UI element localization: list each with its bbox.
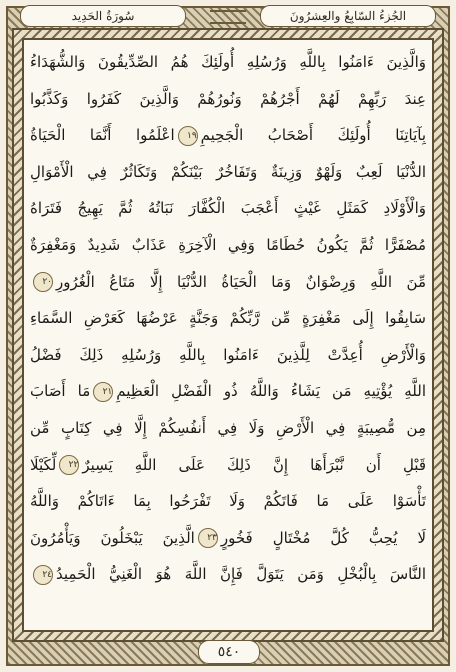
- verse-line: [30, 483, 426, 520]
- ayah-number-marker: ١٩: [178, 126, 198, 146]
- page-number: ٥٤٠: [198, 640, 260, 664]
- verse-line: [30, 447, 426, 484]
- verse-line: [30, 337, 426, 374]
- verse-line: [30, 520, 426, 557]
- page-header: [0, 0, 456, 30]
- verse-line: [30, 81, 426, 118]
- juz-name: الجُزءُ السّابِعُ والعِشرُونَ: [260, 5, 436, 27]
- verse-text-continuation: الَّذِينَ يَبْخَلُونَ وَيَأْمُرُونَ: [30, 528, 195, 547]
- verse-lines: [30, 44, 426, 593]
- ayah-number-marker: ٢٤: [33, 565, 53, 585]
- surah-name: سُورَةُ الحَدِيد: [20, 5, 186, 27]
- verse-line: [30, 556, 426, 593]
- verse-text: عِندَ رَبِّهِمْ لَهُمْ أَجْرُهُمْ وَنُورُهُمْ وَالَّذِينَ كَفَرُوا وَكَذَّبُوا: [30, 89, 426, 108]
- verse-text: سَابِقُوا إِلَى مَغْفِرَةٍ مِّن رَّبِّكُمْ وَجَنَّةٍ عَرْضُهَا كَعَرْضِ السَّمَاءِ: [30, 309, 426, 328]
- verse-line: [30, 373, 426, 410]
- verse-text: مُصْفَرًّا ثُمَّ يَكُونُ حُطَامًا وَفِي الْآخِرَةِ عَذَابٌ شَدِيدٌ وَمَغْفِرَةٌ: [30, 235, 426, 254]
- verse-text: تَأْسَوْا عَلَى مَا فَاتَكُمْ وَلَا تَفْرَحُوا بِمَا ءَاتَاكُمْ وَاللَّهُ: [30, 492, 426, 511]
- verse-line: [30, 264, 426, 301]
- verse-text-continuation: لِّكَيْلَا: [30, 455, 57, 474]
- header-ornament-icon: [210, 10, 246, 24]
- verse-line: [30, 300, 426, 337]
- verse-text: وَالْأَرْضِ أُعِدَّتْ لِلَّذِينَ ءَامَنُوا بِاللَّهِ وَرُسُلِهِ ذَلِكَ فَضْلُ: [30, 345, 426, 364]
- page-footer: [0, 640, 456, 664]
- ayah-number-marker: ٢١: [93, 382, 113, 402]
- verse-text: مِن مُّصِيبَةٍ فِي الْأَرْضِ وَلَا فِي أَنفُسِكُمْ إِلَّا فِي كِتَابٍ مِّن: [30, 418, 426, 437]
- verse-text: لَا يُحِبُّ كُلَّ مُخْتَالٍ فَخُورٍ: [220, 528, 426, 547]
- verse-text-continuation: مَا أَصَابَ: [30, 382, 91, 401]
- ayah-number-marker: ٢٠: [33, 272, 53, 292]
- verse-text: اللَّهِ يُؤْتِيهِ مَن يَشَاءُ وَاللَّهُ ذُو الْفَضْلِ الْعَظِيمِ: [116, 382, 426, 401]
- verse-text: الدُّنْيَا لَعِبٌ وَلَهْوٌ وَزِينَةٌ وَتَفَاخُرٌ بَيْنَكُمْ وَتَكَاثُرٌ فِي الْأَمْوَالِ: [30, 162, 426, 181]
- verse-line: [30, 190, 426, 227]
- verse-line: [30, 154, 426, 191]
- verse-text: وَالْأَوْلَادِ كَمَثَلِ غَيْثٍ أَعْجَبَ الْكُفَّارَ نَبَاتُهُ ثُمَّ يَهِيجُ فَتَرَاهُ: [30, 199, 426, 218]
- verse-line: [30, 410, 426, 447]
- verse-text: بِآيَاتِنَا أُولَئِكَ أَصْحَابُ الْجَحِيمِ: [200, 126, 426, 145]
- verse-text: مِّنَ اللَّهِ وَرِضْوَانٌ وَمَا الْحَيَاةُ الدُّنْيَا إِلَّا مَتَاعُ الْغُرُورِ: [56, 272, 426, 291]
- ayah-number-marker: ٢٢: [59, 455, 79, 475]
- verse-text: وَالَّذِينَ ءَامَنُوا بِاللَّهِ وَرُسُلِهِ أُولَئِكَ هُمُ الصِّدِّيقُونَ وَالشُّهَدَاءُ: [30, 53, 426, 71]
- verse-text-continuation: اعْلَمُوا أَنَّمَا الْحَيَاةُ: [30, 126, 175, 145]
- verse-line: [30, 117, 426, 154]
- ayah-number-marker: ٢٣: [198, 528, 218, 548]
- verse-text: النَّاسَ بِالْبُخْلِ وَمَن يَتَوَلَّ فَإِنَّ اللَّهَ هُوَ الْغَنِيُّ الْحَمِيدُ: [56, 565, 426, 584]
- verse-line: [30, 44, 426, 81]
- verse-text: قَبْلِ أَن نَّبْرَأَهَا إِنَّ ذَلِكَ عَلَى اللَّهِ يَسِيرٌ: [82, 455, 426, 474]
- verse-line: [30, 227, 426, 264]
